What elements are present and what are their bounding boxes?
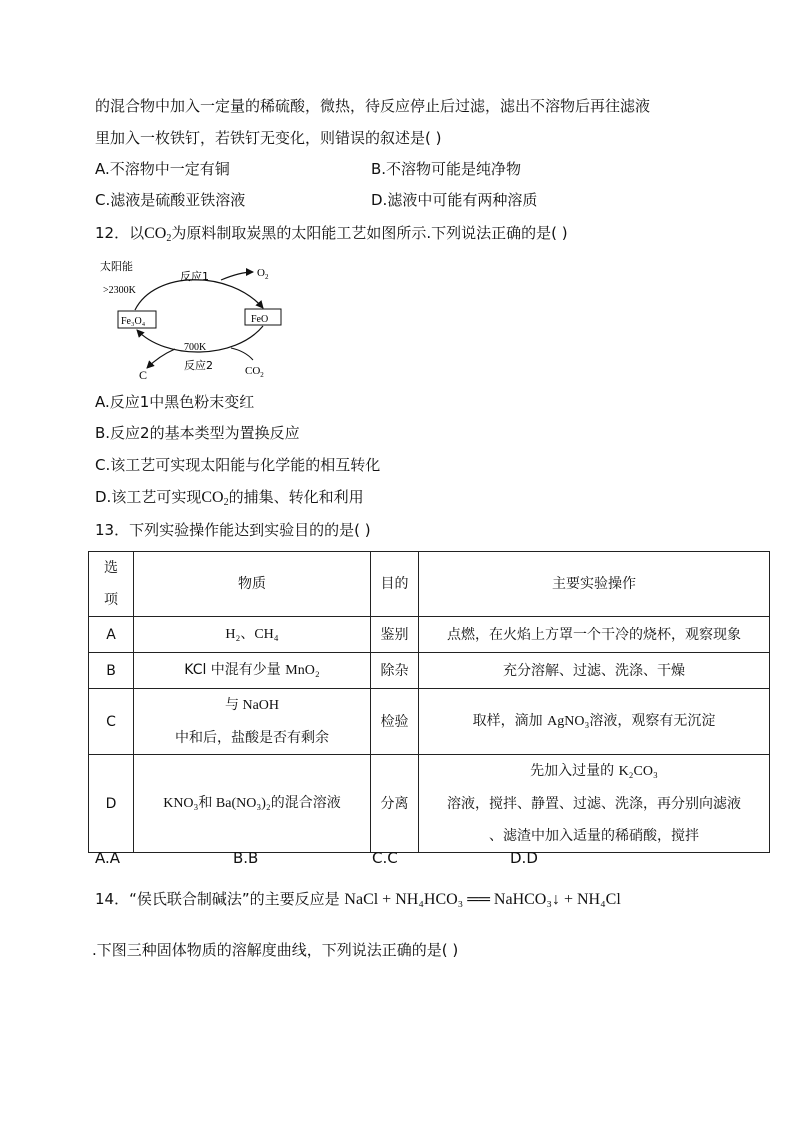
row-b-purpose: 除杂 <box>371 653 419 689</box>
q12-option-c[interactable]: C.该工艺可实现太阳能与化学能的相互转化 <box>95 456 381 474</box>
q12-stem <box>95 223 568 244</box>
solar-process-diagram <box>95 252 285 382</box>
reaction1-arc <box>135 280 263 310</box>
q14-stem-line1 <box>95 889 621 910</box>
q13-choice-c[interactable]: C.C <box>372 849 398 867</box>
q12-option-a[interactable]: A.反应1中黑色粉末变红 <box>95 393 255 411</box>
c-branch-arrow <box>147 349 175 368</box>
fe3o4-label: Fe₃O₄ <box>121 316 146 327</box>
table-row <box>89 689 770 755</box>
header-option: 选 项 <box>89 552 134 617</box>
c-label: C <box>139 368 148 382</box>
row-b-operation: 充分溶解、过滤、洗涤、干燥 <box>419 653 770 689</box>
table-row <box>89 653 770 689</box>
temp-low-label: 700K <box>184 342 207 353</box>
row-d-option: D <box>89 755 134 853</box>
feo-label: FeO <box>251 314 269 325</box>
q11-option-d[interactable]: D.滤液中可能有两种溶质 <box>371 191 538 209</box>
row-b-substance: KCl 中混有少量 MnO₂ <box>134 653 371 689</box>
q13-choice-d[interactable]: D.D <box>510 849 538 867</box>
reaction2-label: 反应2 <box>184 359 213 372</box>
table-row <box>89 617 770 653</box>
row-b-option: B <box>89 653 134 689</box>
q12-stem-formula: $CO_2$ <box>144 225 172 244</box>
q11-stem-line1: 的混合物中加入一定量的稀硫酸，微热，待反应停止后过滤，滤出不溶物后再往滤液 <box>95 97 651 115</box>
row-a-substance: H₂、CH₄ <box>134 617 371 653</box>
q11-option-b[interactable]: B.不溶物可能是纯净物 <box>371 160 522 178</box>
reaction1-label: 反应1 <box>180 270 209 283</box>
row-a-option: A <box>89 617 134 653</box>
row-c-substance: 与 NaOH 中和后，盐酸是否有剩余 <box>134 689 371 755</box>
q12-stem-prefix: 12．以 <box>95 224 145 242</box>
solar-label: 太阳能 <box>100 260 133 273</box>
q12-option-b[interactable]: B.反应2的基本类型为置换反应 <box>95 424 300 442</box>
o2-label: $O_2$ <box>257 267 269 281</box>
header-operation: 主要实验操作 <box>419 552 770 617</box>
table-row <box>89 755 770 853</box>
q13-stem: 13．下列实验操作能达到实验目的的是( ) <box>95 521 371 539</box>
q12-option-d[interactable]: D.该工艺可实现$CO_2$的捕集、转化和利用 <box>95 488 364 508</box>
row-a-operation: 点燃，在火焰上方罩一个干冷的烧杯，观察现象 <box>419 617 770 653</box>
q14-stem-line2: .下图三种固体物质的溶解度曲线，下列说法正确的是( ) <box>92 941 459 959</box>
q11-option-a[interactable]: A.不溶物中一定有铜 <box>95 160 230 178</box>
header-substance: 物质 <box>134 552 371 617</box>
q13-choice-a[interactable]: A.A <box>95 849 121 867</box>
temp-high-label: >2300K <box>103 285 136 296</box>
row-a-purpose: 鉴别 <box>371 617 419 653</box>
row-c-option: C <box>89 689 134 755</box>
q11-stem-line2: 里加入一枚铁钉，若铁钉无变化，则错误的叙述是( ) <box>95 129 442 147</box>
row-d-operation: 先加入过量的 K₂CO₃ 溶液，搅拌、静置、过滤、洗涤，再分别向滤液 、滤渣中加入适量的稀硝酸，搅拌 <box>419 755 770 853</box>
co2-label: $CO_2$ <box>245 365 264 379</box>
q14-stem-prefix: 14．“侯氏联合制碱法”的主要反应是 <box>95 890 345 908</box>
row-d-purpose: 分离 <box>371 755 419 853</box>
row-c-purpose: 检验 <box>371 689 419 755</box>
header-purpose: 目的 <box>371 552 419 617</box>
co2-branch <box>231 348 253 360</box>
o2-branch-arrow <box>221 272 253 280</box>
q13-choice-b[interactable]: B.B <box>233 849 259 867</box>
q13-table <box>88 551 770 853</box>
row-c-operation: 取样，滴加 AgNO₃溶液，观察有无沉淀 <box>419 689 770 755</box>
row-d-substance: KNO₃和 Ba(NO₃)₂的混合溶液 <box>134 755 371 853</box>
table-header-row <box>89 552 770 617</box>
q12-stem-suffix: 为原料制取炭黑的太阳能工艺如图所示.下列说法正确的是( ) <box>171 224 568 242</box>
q11-option-c[interactable]: C.滤液是硫酸亚铁溶液 <box>95 191 246 209</box>
q14-equation: NaCl + NH₄HCO₃ ══ NaHCO₃↓ + NH₄Cl <box>344 891 621 908</box>
